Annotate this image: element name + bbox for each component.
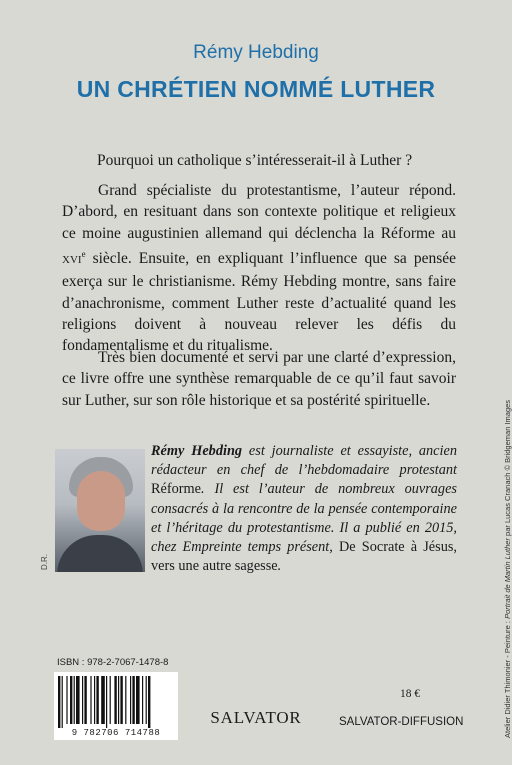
photo-credit: D.R. <box>40 554 49 570</box>
author-name: Rémy Hebding <box>193 42 319 63</box>
century-roman: XVI <box>62 254 82 267</box>
description-paragraph-1 <box>62 180 456 357</box>
intro-question: Pourquoi un catholique s’intéresserait-il à Luther ? <box>97 152 413 169</box>
bio-text: . <box>277 558 282 575</box>
bio-author-name: Rémy Hebding <box>151 443 243 459</box>
credit-work: Portrait de Martin Luther <box>503 538 512 619</box>
barcode-digits: 9 782706 714788 <box>54 728 178 740</box>
isbn: ISBN : 978-2-7067-1478-8 <box>57 657 169 668</box>
century-superscript: e <box>81 248 86 259</box>
author-bio <box>151 442 457 576</box>
price: 18 € <box>400 688 421 700</box>
distributor: SALVATOR-DIFFUSION <box>339 716 464 728</box>
credit-text: Atelier Didier Thimonier - Peinture : <box>503 618 512 738</box>
bio-book-title: De Socrate à Jésus, vers une autre sagesse <box>151 539 457 575</box>
description-text: Grand spécialiste du protestantisme, l’auteur répond. D’abord, en resituant dans son contexte politique et religieux ce moine augustinien allemand qui déclencha la Réforme au <box>62 182 456 242</box>
publisher-logo: SALVATOR <box>210 708 302 727</box>
bio-text: . Il est l’auteur de nombreux ouvrages consacrés à la rencontre de la pensée contemporaine et l’héritage du protestantisme. Il a publié en 2015, chez Empreinte temps présent, <box>151 481 457 556</box>
description-paragraph-2: Très bien documenté et servi par une clarté d’expression, ce livre offre une synthèse remarquable de ce qu’il faut savoir sur Luther, sur son rôle historique et sa postérité spirituelle. <box>62 349 456 409</box>
credit-text: par Lucas Cranach © Bridgeman Images <box>503 399 512 539</box>
book-title: UN CHRÉTIEN NOMMÉ LUTHER <box>76 76 436 102</box>
bio-magazine: Réforme <box>151 481 202 498</box>
cover-credit <box>503 78 512 738</box>
bio-text: est journaliste et essayiste, ancien rédacteur en chef de l’hebdomadaire protestant <box>151 443 457 479</box>
author-photo <box>55 449 145 572</box>
description-text: siècle. Ensuite, en expliquant l’influence que sa pensée exerça sur le christianisme. Rémy Hebding montre, sans faire d’anachronisme, comment Luther reste d’actualité quand les religions doivent à nouveau relever les défis du fondamentalisme et du ritualisme. <box>62 250 456 355</box>
